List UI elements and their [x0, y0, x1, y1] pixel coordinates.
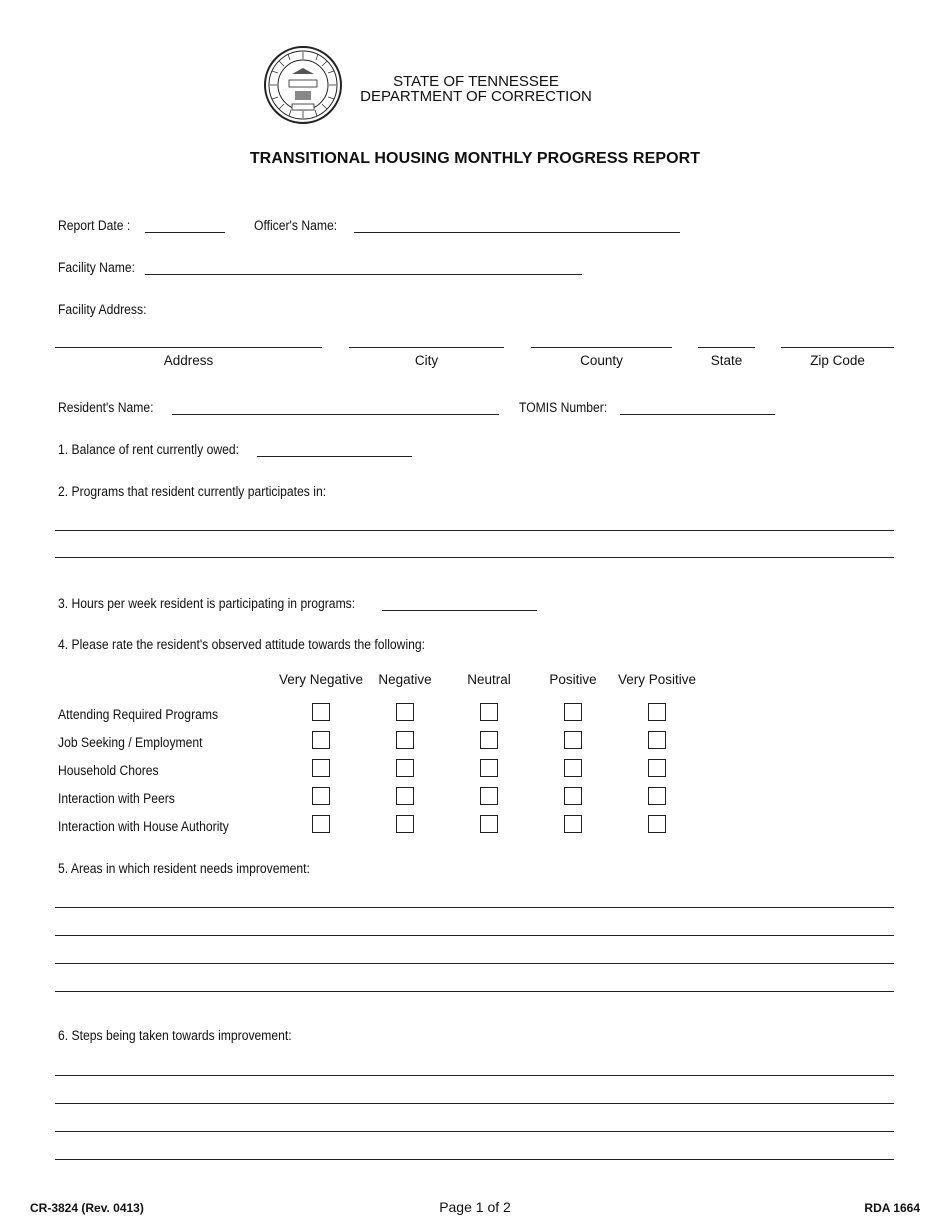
- zip-column-label: Zip Code: [810, 353, 865, 368]
- zip-field[interactable]: [781, 347, 894, 348]
- rating-checkbox[interactable]: [312, 759, 330, 777]
- rating-checkbox[interactable]: [312, 731, 330, 749]
- rating-header-neutral: Neutral: [467, 672, 511, 687]
- steps-line-3[interactable]: [55, 1131, 894, 1132]
- rating-checkbox[interactable]: [648, 787, 666, 805]
- rating-checkbox[interactable]: [396, 703, 414, 721]
- rating-row-label: Attending Required Programs: [58, 707, 219, 722]
- rating-header-very-negative: Very Negative: [278, 672, 364, 687]
- rating-checkbox[interactable]: [396, 787, 414, 805]
- rating-checkbox[interactable]: [564, 703, 582, 721]
- rating-checkbox[interactable]: [648, 759, 666, 777]
- seal-text: [282, 134, 306, 135]
- rating-row-label: Interaction with House Authority: [58, 819, 229, 834]
- rating-checkbox[interactable]: [480, 787, 498, 805]
- programs-line-1[interactable]: [55, 530, 894, 531]
- report-date-field[interactable]: [145, 232, 225, 233]
- rating-row-label: Interaction with Peers: [58, 791, 175, 806]
- address-column-label: Address: [163, 353, 214, 368]
- rating-checkbox[interactable]: [480, 815, 498, 833]
- page-number: Page 1 of 2: [439, 1199, 511, 1215]
- county-column-label: County: [580, 353, 623, 368]
- question-3-label: 3. Hours per week resident is participating in programs:: [58, 596, 356, 611]
- steps-line-2[interactable]: [55, 1103, 894, 1104]
- rating-checkbox[interactable]: [312, 703, 330, 721]
- rating-checkbox[interactable]: [312, 787, 330, 805]
- rating-checkbox[interactable]: [312, 815, 330, 833]
- county-field[interactable]: [531, 347, 672, 348]
- rating-checkbox[interactable]: [648, 815, 666, 833]
- rating-checkbox[interactable]: [648, 731, 666, 749]
- resident-name-label: Resident's Name:: [58, 400, 154, 415]
- rda-number: RDA 1664: [864, 1201, 920, 1215]
- rating-checkbox[interactable]: [564, 731, 582, 749]
- facility-address-label: Facility Address:: [58, 302, 147, 317]
- officer-name-label: Officer's Name:: [254, 218, 338, 233]
- facility-name-field[interactable]: [145, 274, 582, 275]
- city-field[interactable]: [349, 347, 504, 348]
- tomis-number-field[interactable]: [620, 414, 775, 415]
- rating-checkbox[interactable]: [396, 731, 414, 749]
- rating-checkbox[interactable]: [480, 703, 498, 721]
- state-name: STATE OF TENNESSEE: [393, 73, 559, 90]
- rent-owed-field[interactable]: [257, 456, 412, 457]
- resident-name-field[interactable]: [172, 414, 499, 415]
- rating-header-negative: Negative: [378, 672, 432, 687]
- rating-row-label: Job Seeking / Employment: [58, 735, 203, 750]
- hours-per-week-field[interactable]: [382, 610, 537, 611]
- question-2-label: 2. Programs that resident currently participates in:: [58, 484, 327, 499]
- form-number: CR-3824 (Rev. 0413): [30, 1201, 144, 1215]
- department-name: DEPARTMENT OF CORRECTION: [360, 88, 592, 105]
- rating-header-positive: Positive: [549, 672, 597, 687]
- improvement-line-4[interactable]: [55, 991, 894, 992]
- rating-checkbox[interactable]: [480, 759, 498, 777]
- question-1-label: 1. Balance of rent currently owed:: [58, 442, 239, 457]
- state-column-label: State: [710, 353, 743, 368]
- improvement-line-2[interactable]: [55, 935, 894, 936]
- tomis-number-label: TOMIS Number:: [519, 400, 608, 415]
- rating-checkbox[interactable]: [564, 759, 582, 777]
- question-6-label: 6. Steps being taken towards improvement:: [58, 1028, 292, 1043]
- rating-checkbox[interactable]: [396, 815, 414, 833]
- officer-name-field[interactable]: [354, 232, 680, 233]
- rating-checkbox[interactable]: [396, 759, 414, 777]
- question-4-label: 4. Please rate the resident's observed attitude towards the following:: [58, 637, 426, 652]
- city-column-label: City: [414, 353, 439, 368]
- steps-line-4[interactable]: [55, 1159, 894, 1160]
- rating-checkbox[interactable]: [564, 815, 582, 833]
- address-field[interactable]: [55, 347, 322, 348]
- question-5-label: 5. Areas in which resident needs improvement:: [58, 861, 310, 876]
- programs-line-2[interactable]: [55, 557, 894, 558]
- rating-header-very-positive: Very Positive: [617, 672, 697, 687]
- facility-name-label: Facility Name:: [58, 260, 135, 275]
- rating-checkbox[interactable]: [564, 787, 582, 805]
- state-seal-logo: [262, 44, 344, 126]
- rating-row-label: Household Chores: [58, 763, 159, 778]
- report-date-label: Report Date :: [58, 218, 131, 233]
- rating-checkbox[interactable]: [648, 703, 666, 721]
- rating-checkbox[interactable]: [480, 731, 498, 749]
- state-field[interactable]: [698, 347, 755, 348]
- steps-line-1[interactable]: [55, 1075, 894, 1076]
- page-title: TRANSITIONAL HOUSING MONTHLY PROGRESS REPORT: [249, 150, 701, 167]
- improvement-line-3[interactable]: [55, 963, 894, 964]
- header-block: [354, 74, 598, 104]
- improvement-line-1[interactable]: [55, 907, 894, 908]
